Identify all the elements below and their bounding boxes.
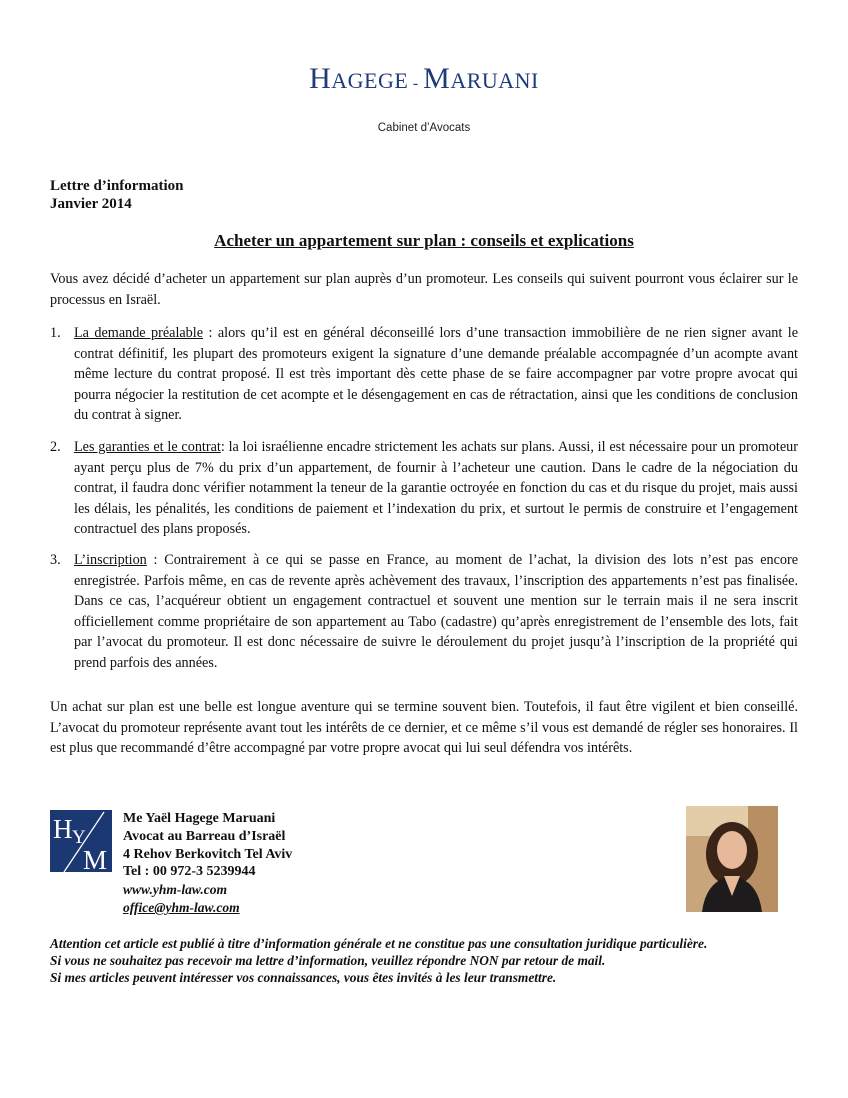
- signature-block: [123, 810, 292, 917]
- document-meta: [50, 177, 183, 213]
- signature-role: Avocat au Barreau d’Israël: [123, 828, 286, 844]
- list-item-number: 3.: [50, 552, 61, 568]
- firm-name-initial-h: H: [309, 62, 332, 95]
- list-item-text: alors qu’il est en général déconseillé lors d’une transaction immobilière de ne rien signer avant le contrat définitif, les plupart des promoteurs exigent la signature d’une demande préalable accompagnée d’un acompte avant même lecture du contrat proposé. Il est très important dès cette phase de se faire accompagner par votre propre avocat qui pourra négocier la restitution de cet acompte et le désengagement en cas de rétractation, ainsi que les conditions de conclusion du contrat à signer.: [74, 325, 798, 423]
- portrait-image: [686, 806, 778, 912]
- list-item-text: Contrairement à ce qui se passe en France, au moment de l’achat, la division des lots n’est pas encore enregistrée. Parfois même, en cas de revente après achèvement des travaux, l’inscription des appartements n’est pas finalisée. Dans ce cas, l’acquéreur obtient un engagement contractuel et souvent une mention sur le terrain mais il ne sera inscrit officiellement comme propriétaire de son appartement au Tabo (cadastre) qu’après enregistrement de l’ensemble des lots, fait par l’avocat du promoteur. Il est donc nécessaire de suivre le déroulement du projet jusqu’à l’inscription de la propriété qui prend parfois des années.: [74, 552, 798, 671]
- list-item: [50, 437, 798, 540]
- firm-name-part2: ARUANI: [450, 68, 539, 93]
- list-item-body: [74, 437, 798, 540]
- disclaimer-line: Si mes articles peuvent intéresser vos connaissances, vous êtes invités à les leur transmettre.: [50, 970, 557, 985]
- firm-name: [0, 62, 848, 96]
- website-link[interactable]: www.yhm-law.com: [123, 882, 228, 898]
- logo-letter-m: M: [83, 845, 108, 872]
- list-item-separator: :: [220, 439, 229, 455]
- signature-phone: Tel : 00 972-3 5239944: [123, 864, 256, 880]
- list-item: [50, 323, 798, 426]
- signature-address: 4 Rehov Berkovitch Tel Aviv: [123, 846, 293, 862]
- hym-logo-icon: [50, 810, 112, 872]
- list-item-separator: :: [203, 325, 218, 341]
- firm-name-separator: -: [408, 75, 424, 92]
- disclaimer-line: Si vous ne souhaitez pas recevoir ma lettre d’information, veuillez répondre NON par retour de mail.: [50, 953, 606, 968]
- list-item: [50, 550, 798, 673]
- list-item-number: 2.: [50, 439, 61, 455]
- author-photo: [686, 806, 778, 912]
- list-item-body: [74, 323, 798, 426]
- closing-paragraph: Un achat sur plan est une belle est longue aventure qui se termine souvent bien. Toutefois, il faut être vigilent et bien conseillé. L’avocat du promoteur représente avant tout les intérêts de ce dernier, et ce même s’il vous est demandé de régler ses honoraires. Il est plus que recommandé d’être accompagné par votre propre avocat qui lui seul défendra vos intérêts.: [50, 699, 798, 756]
- disclaimer: [50, 935, 810, 986]
- intro-paragraph: Vous avez décidé d’acheter un appartement sur plan auprès d’un promoteur. Les conseils qui suivent pourront vous éclairer sur le processus en Israël.: [50, 271, 798, 308]
- list-item-heading: La demande préalable: [74, 325, 204, 341]
- disclaimer-line: Attention cet article est publié à titre d’information générale et ne constitue pas une consultation juridique particulière.: [50, 936, 708, 951]
- list-item-body: [74, 550, 798, 673]
- email-link[interactable]: office@yhm-law.com: [123, 899, 240, 915]
- firm-logo: [50, 810, 112, 872]
- newsletter-label: Lettre d’information: [50, 178, 184, 194]
- signature-name: Me Yaël Hagege Maruani: [123, 811, 276, 826]
- firm-subtitle: Cabinet d’Avocats: [377, 122, 471, 134]
- list-item-number: 1.: [50, 325, 61, 341]
- list-item-text: la loi israélienne encadre strictement les achats sur plans. Aussi, il est nécessaire pour un promoteur ayant perçu plus de 7% du prix d’un appartement, de fournir à l’acheteur une caution. Dans le cadre de la négociation du contrat, il faudra donc vérifier notamment la teneur de la garantie octroyée en fonction du cas et du risque du projet, mais aussi les délais, les pénalités, les conditions de paiement et l’indexation du prix, et surtout le permis de construire et l’engagement contractuel des plans proposés.: [74, 439, 798, 537]
- logo-letter-y: Y: [72, 827, 86, 848]
- list-item-heading: Les garanties et le contrat: [74, 439, 221, 455]
- newsletter-date: Janvier 2014: [50, 196, 132, 212]
- list-item-heading: L’inscription: [74, 552, 147, 568]
- article-title: Acheter un appartement sur plan : conseils et explications: [214, 231, 634, 250]
- list-item-separator: :: [146, 552, 165, 568]
- firm-name-initial-m: M: [423, 62, 451, 95]
- logo-letter-h: H: [53, 814, 73, 844]
- firm-name-part1: AGEGE: [331, 68, 409, 93]
